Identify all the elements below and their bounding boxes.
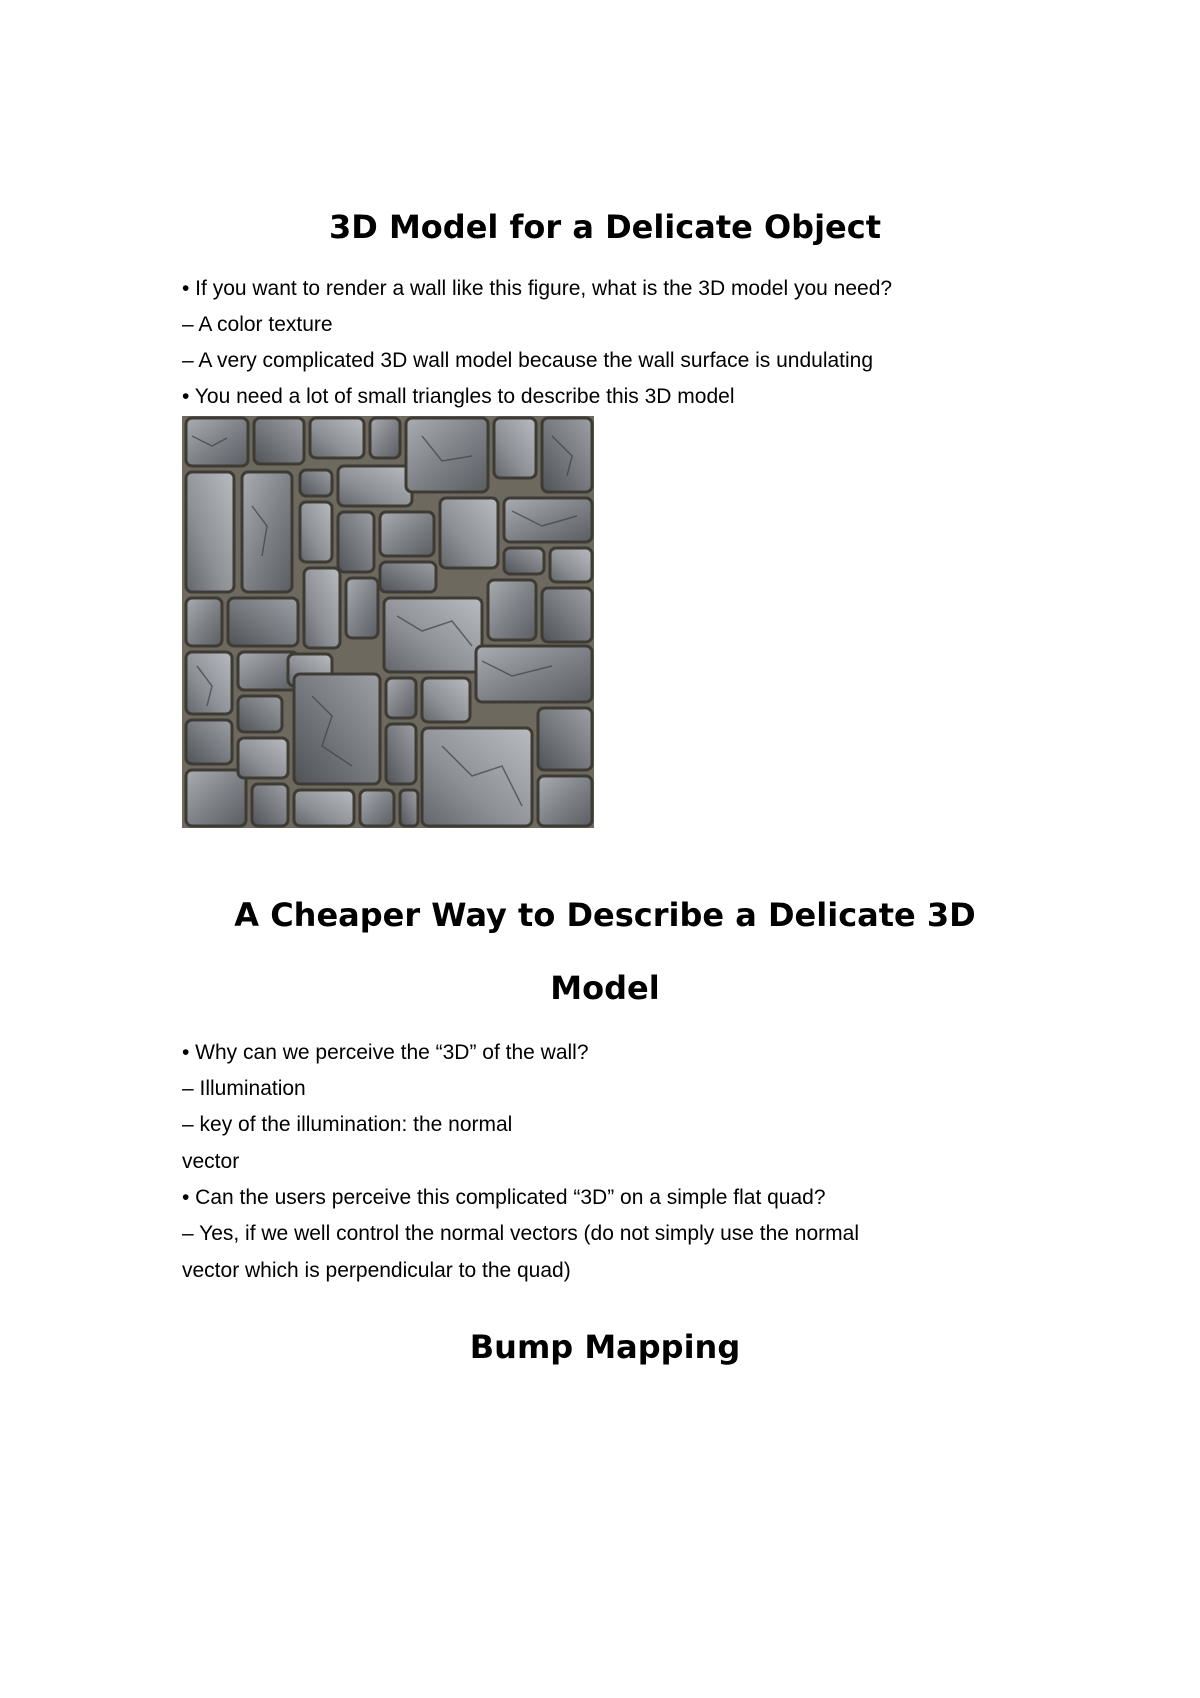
sub-bullet-line: – key of the illumination: the normal: [182, 1113, 513, 1136]
sub-bullet-line: – Illumination: [182, 1077, 306, 1100]
bullet-line: • If you want to render a wall like this figure, what is the 3D model you need?: [182, 277, 893, 300]
section-heading-cheaper-way-line1: A Cheaper Way to Describe a Delicate 3D: [234, 896, 976, 934]
continuation-line: vector: [182, 1150, 240, 1173]
bullet-line: • Why can we perceive the “3D” of the wall?: [182, 1041, 589, 1064]
sub-bullet-line: – A very complicated 3D wall model because the wall surface is undulating: [182, 349, 874, 372]
continuation-line: vector which is perpendicular to the quad): [182, 1259, 571, 1282]
bullet-line: • You need a lot of small triangles to describe this 3D model: [182, 385, 735, 408]
section-heading-cheaper-way-line2: Model: [550, 969, 660, 1007]
bullet-line: • Can the users perceive this complicated “3D” on a simple flat quad?: [182, 1186, 826, 1209]
sub-bullet-line: – A color texture: [182, 313, 333, 336]
stone-wall-texture-image: [182, 416, 594, 828]
section-heading-bump-mapping: Bump Mapping: [469, 1328, 741, 1366]
section-heading-3d-model: 3D Model for a Delicate Object: [328, 208, 882, 246]
sub-bullet-line: – Yes, if we well control the normal vectors (do not simply use the normal: [182, 1222, 859, 1245]
